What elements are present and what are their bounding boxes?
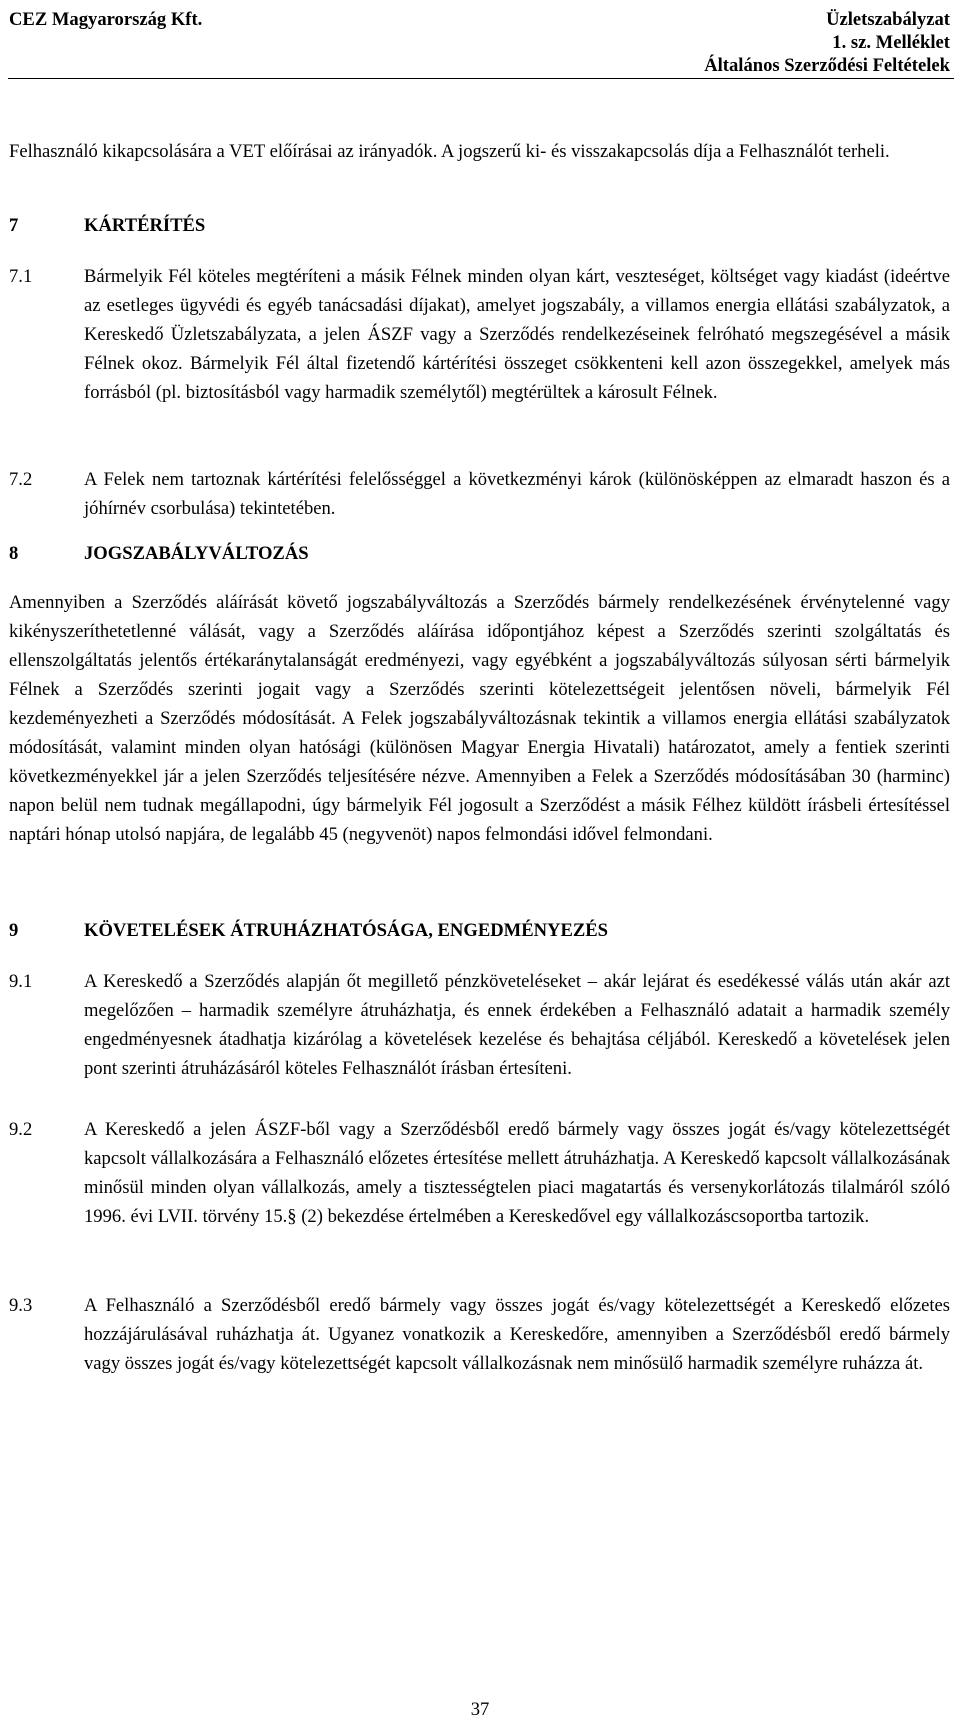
clause-9-2-text: A Kereskedő a jelen ÁSZF-ből vagy a Szerződésből eredő bármely vagy összes jogát és/vagy kötelezettségét kapcsolt vállalkozására a Felhasználó előzetes értesítése mellett átruházhatja. A Kereskedő kapcsolt vállalkozásának minősül minden olyan vállalkozás, amely a tisztességtelen piaci magatartás és versenykorlátozás tilalmáról szóló 1996. évi LVII. törvény 15.§ (2) bekezdése értelmében a Kereskedővel egy vállalkozáscsoportba tartozik. [84,1119,950,1227]
clause-9-2-number: 9.2 [9,1119,33,1140]
clause-9-1-number: 9.1 [9,971,33,992]
header-document-info [704,8,950,77]
header-regulation-title: Üzletszabályzat [826,9,950,30]
clause-9-1-text: A Kereskedő a Szerződés alapján őt megillető pénzköveteléseket – akár lejárat és esedékessé válás után akár azt megelőzően – harmadik személyre átruházhatja, és ennek érdekében a Felhasználó adatait a harmadik személy engedményesnek átadhatja kizárólag a követelések kezelése és behajtása céljából. Kereskedő a követelések jelen pont szerinti átruházásáról köteles Felhasználót írásban értesíteni. [84,971,950,1079]
clause-7-2-number: 7.2 [9,469,33,490]
section-9-number: 9 [9,920,19,941]
section-7-number: 7 [9,215,19,236]
section-7-title: KÁRTÉRÍTÉS [84,215,206,236]
header-terms-title: Általános Szerződési Feltételek [704,55,950,76]
header-annex-number: 1. sz. Melléklet [832,32,950,53]
page-number: 37 [470,1699,490,1720]
intro-paragraph: Felhasználó kikapcsolására a VET előírásai az irányadók. A jogszerű ki- és visszakapcsolás díja a Felhasználót terheli. [9,141,890,162]
clause-9-3-number: 9.3 [9,1295,33,1316]
header-company: CEZ Magyarország Kft. [9,9,203,30]
clause-7-1-text: Bármelyik Fél köteles megtéríteni a másik Félnek minden olyan kárt, veszteséget, költséget vagy kiadást (ideértve az esetleges ügyvédi és egyéb tanácsadási díjakat), amelyet jogszabály, a villamos energia ellátási szabályzatok, a Kereskedő Üzletszabályzata, a jelen ÁSZF vagy a Szerződés rendelkezéseinek felróható megszegésével a másik Félnek okoz. Bármelyik Fél által fizetendő kártérítési összeget csökkenteni kell azon összegekkel, amelyek más forrásból (pl. biztosításból vagy harmadik személytől) megtérültek a károsult Félnek. [84,266,950,403]
section-8-number: 8 [9,543,19,564]
clause-7-1-number: 7.1 [9,266,33,287]
section-9-title: KÖVETELÉSEK ÁTRUHÁZHATÓSÁGA, ENGEDMÉNYEZÉS [84,920,609,941]
section-8-body: Amennyiben a Szerződés aláírását követő jogszabályváltozás a Szerződés bármely rendelkezésének érvénytelenné vagy kikényszeríthetetlenné válását, vagy a Szerződés aláírása időpontjához képest a Szerződés szerinti szolgáltatás és ellenszolgáltatás jelentős értékaránytalanságát eredményezi, vagy egyébként a jogszabályváltozás súlyosan sérti bármelyik Félnek a Szerződés szerinti jogait vagy a Szerződés szerinti kötelezettségeit jelentősen növeli, bármelyik Fél kezdeményezheti a Szerződés módosítását. A Felek jogszabályváltozásnak tekintik a villamos energia ellátási szabályzatok módosítását, valamint minden olyan hatósági (különösen Magyar Energia Hivatali) határozatot, amely a fentiek szerinti következményekkel jár a jelen Szerződés teljesítésére nézve. Amennyiben a Felek a Szerződés módosításában 30 (harminc) napon belül nem tudnak megállapodni, úgy bármelyik Fél jogosult a Szerződést a másik Félhez küldött írásbeli értesítéssel naptári hónap utolsó napjára, de legalább 45 (negyvenöt) napos felmondási idővel felmondani. [9,592,950,845]
clause-9-3-text: A Felhasználó a Szerződésből eredő bármely vagy összes jogát és/vagy kötelezettségét a Kereskedő előzetes hozzájárulásával ruházhatja át. Ugyanez vonatkozik a Kereskedőre, amennyiben a Szerződésből eredő bármely vagy összes jogát és/vagy kötelezettségét kapcsolt vállalkozásnak nem minősülő harmadik személyre ruházza át. [84,1295,950,1374]
section-8-title: JOGSZABÁLYVÁLTOZÁS [84,543,309,564]
clause-7-2-text: A Felek nem tartoznak kártérítési felelősséggel a következményi károk (különösképpen az elmaradt haszon és a jóhírnév csorbulása) tekintetében. [84,469,950,519]
header-divider [8,78,954,79]
